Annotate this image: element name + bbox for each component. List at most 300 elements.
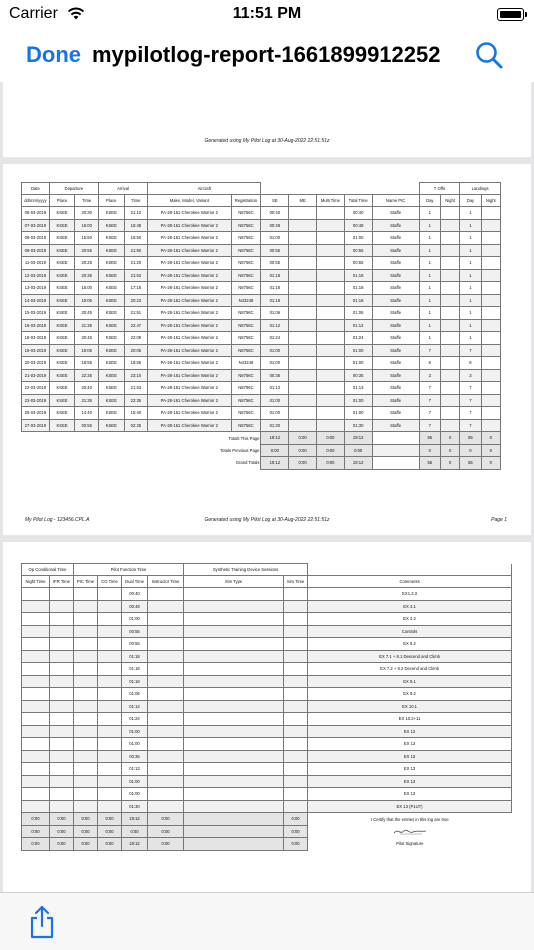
table-cell: [184, 788, 284, 801]
table-cell: N8756C: [231, 257, 261, 270]
table-cell: 20:30: [75, 207, 99, 220]
table-cell: PA-28-161 Cherokee Warrior 2: [148, 219, 231, 232]
table-cell: KSEE: [49, 357, 75, 370]
table-cell: [441, 244, 460, 257]
table-cell: Staffe: [372, 369, 419, 382]
totals-cell: 19:12: [122, 838, 148, 851]
table-row: [22, 725, 512, 738]
table-cell: 7: [419, 394, 440, 407]
table-cell: [284, 675, 308, 688]
table-cell: Staffe: [372, 394, 419, 407]
table-cell: 23-03-2019: [22, 394, 50, 407]
table-cell: 1: [419, 257, 440, 270]
table-cell: [289, 419, 317, 432]
table-cell: 12-03-2019: [22, 269, 50, 282]
table-cell: [148, 775, 184, 788]
table-cell: [74, 675, 98, 688]
table-cell: 00:55: [344, 244, 372, 257]
done-button[interactable]: Done: [26, 42, 81, 67]
table-cell: KSEE: [49, 369, 75, 382]
table-cell: N8756C: [231, 269, 261, 282]
totals-cell: [372, 432, 419, 445]
table-cell: [317, 269, 345, 282]
table-cell: Staffe: [372, 232, 419, 245]
table-cell: 01:18: [122, 663, 148, 676]
table-cell: 17:18: [124, 282, 148, 295]
table-cell: [184, 613, 284, 626]
table-cell: [289, 344, 317, 357]
table-row: [22, 219, 501, 232]
table-cell: [317, 219, 345, 232]
table-cell: [441, 319, 460, 332]
table-cell: [50, 725, 74, 738]
table-cell: [441, 232, 460, 245]
table-cell: 27-03-2019: [22, 419, 50, 432]
table-cell: [22, 650, 50, 663]
comment-cell: EX 13: [308, 738, 512, 751]
logbook-table-secondary: [21, 563, 512, 851]
table-cell: [74, 588, 98, 601]
table-header-row: [22, 195, 501, 207]
pdf-page-previous: [3, 82, 531, 157]
table-cell: [481, 357, 500, 370]
group-header-pilot-function: Pilot Function Time: [74, 564, 184, 576]
table-cell: [481, 232, 500, 245]
table-cell: [22, 725, 50, 738]
table-row: [22, 650, 512, 663]
comment-cell: EX 9.2: [308, 688, 512, 701]
totals-label: Totals This Page: [22, 432, 261, 445]
table-cell: [148, 613, 184, 626]
table-cell: 01:18: [261, 294, 289, 307]
table-row: [22, 344, 501, 357]
table-cell: 21:10: [124, 207, 148, 220]
table-cell: [317, 419, 345, 432]
column-header: Night Time: [22, 576, 50, 588]
totals-label: Grand Totals: [22, 457, 261, 470]
totals-cell: 19:12: [122, 813, 148, 826]
totals-cell: 19:12: [344, 432, 372, 445]
table-cell: [289, 207, 317, 220]
totals-cell: 0:00: [317, 432, 345, 445]
group-header-aircraft: Aircraft: [148, 183, 261, 195]
table-row: [22, 613, 512, 626]
table-cell: KSEE: [98, 319, 124, 332]
table-row: [22, 369, 501, 382]
table-cell: 01:13: [122, 763, 148, 776]
table-cell: 1: [460, 282, 481, 295]
table-cell: 01:24: [122, 713, 148, 726]
column-header: Day: [460, 195, 481, 207]
table-cell: PA-28-161 Cherokee Warrior 2: [148, 207, 231, 220]
table-cell: [98, 688, 122, 701]
table-cell: 19:05: [75, 294, 99, 307]
table-row: [22, 625, 512, 638]
column-header: Sim Time: [284, 576, 308, 588]
table-cell: [441, 369, 460, 382]
table-cell: [481, 244, 500, 257]
table-cell: [148, 750, 184, 763]
table-cell: 16-03-2019: [22, 319, 50, 332]
table-cell: [184, 713, 284, 726]
table-cell: [148, 625, 184, 638]
table-cell: 01:06: [122, 688, 148, 701]
status-time: 11:51 PM: [232, 5, 302, 22]
table-cell: KSEE: [49, 207, 75, 220]
table-cell: KSEE: [98, 332, 124, 345]
column-header: ME: [289, 195, 317, 207]
totals-label: Totals Previous Page: [22, 444, 261, 457]
table-cell: 1: [460, 232, 481, 245]
table-cell: [148, 788, 184, 801]
table-cell: [481, 419, 500, 432]
table-cell: KSEE: [98, 207, 124, 220]
table-cell: KSEE: [49, 332, 75, 345]
totals-cell: 0:00: [261, 444, 289, 457]
table-cell: [148, 713, 184, 726]
table-cell: Staffe: [372, 269, 419, 282]
table-cell: 21:51: [124, 307, 148, 320]
table-cell: [22, 775, 50, 788]
table-cell: [289, 294, 317, 307]
table-cell: [74, 788, 98, 801]
table-cell: KSEE: [98, 244, 124, 257]
table-cell: Staffe: [372, 332, 419, 345]
table-cell: Staffe: [372, 257, 419, 270]
table-cell: 7: [460, 394, 481, 407]
table-cell: [148, 688, 184, 701]
table-group-header-row: [22, 564, 512, 576]
table-cell: 21:35: [75, 319, 99, 332]
table-row: [22, 588, 512, 601]
table-cell: 1: [460, 207, 481, 220]
table-cell: [441, 219, 460, 232]
table-cell: [284, 638, 308, 651]
totals-cell: 0: [481, 457, 500, 470]
table-cell: KSEE: [49, 394, 75, 407]
table-cell: PA-28-161 Cherokee Warrior 2: [148, 244, 231, 257]
table-cell: [289, 332, 317, 345]
search-icon[interactable]: [474, 40, 504, 70]
table-cell: 01:06: [344, 307, 372, 320]
table-cell: 7: [460, 407, 481, 420]
table-row: [22, 244, 501, 257]
column-header: PIC Time: [74, 576, 98, 588]
navigation-bar: [0, 30, 534, 82]
table-cell: [317, 244, 345, 257]
column-header: Registration: [231, 195, 261, 207]
totals-cell: 55: [460, 432, 481, 445]
comment-cell: EX 4.1: [308, 600, 512, 613]
totals-cell: 0:00: [74, 813, 98, 826]
table-cell: 09-03-2019: [22, 244, 50, 257]
table-cell: [481, 332, 500, 345]
table-cell: 20:45: [75, 332, 99, 345]
table-cell: [184, 625, 284, 638]
comment-cell: EX 4.2: [308, 613, 512, 626]
table-cell: [481, 269, 500, 282]
table-cell: [184, 775, 284, 788]
table-cell: 01:00: [122, 775, 148, 788]
table-cell: [22, 588, 50, 601]
table-cell: [148, 738, 184, 751]
table-cell: 21-03-2019: [22, 369, 50, 382]
table-cell: [22, 800, 50, 813]
table-cell: 1: [460, 307, 481, 320]
table-cell: [317, 344, 345, 357]
table-cell: 20:23: [124, 294, 148, 307]
table-row: [22, 394, 501, 407]
table-cell: 01:18: [344, 282, 372, 295]
table-cell: N8756C: [231, 232, 261, 245]
table-cell: N8756C: [231, 244, 261, 257]
column-header: Sim Type: [184, 576, 284, 588]
table-cell: [148, 588, 184, 601]
table-cell: [50, 588, 74, 601]
table-cell: [22, 700, 50, 713]
column-header: Time: [75, 195, 99, 207]
table-cell: [184, 725, 284, 738]
table-cell: 1: [460, 244, 481, 257]
totals-cell: 0:00: [284, 838, 308, 851]
table-row: [22, 763, 512, 776]
comment-cell: EX1,2,3: [308, 588, 512, 601]
table-cell: [74, 738, 98, 751]
group-header-synthetic: Synthetic Training Device Sessions: [184, 564, 308, 576]
pdf-page-2: [3, 542, 531, 892]
table-cell: PA-28-161 Cherokee Warrior 2: [148, 257, 231, 270]
table-cell: [481, 219, 500, 232]
column-header: Dual Time: [122, 576, 148, 588]
table-cell: 7: [419, 382, 440, 395]
table-row: [22, 688, 512, 701]
table-cell: 15:40: [124, 407, 148, 420]
table-cell: [441, 307, 460, 320]
table-cell: PA-28-161 Cherokee Warrior 2: [148, 294, 231, 307]
table-cell: KSEE: [98, 382, 124, 395]
table-cell: N43248: [231, 294, 261, 307]
table-cell: N8756C: [231, 394, 261, 407]
table-cell: [289, 369, 317, 382]
table-cell: 20:45: [75, 307, 99, 320]
table-row: [22, 800, 512, 813]
table-cell: PA-28-161 Cherokee Warrior 2: [148, 357, 231, 370]
table-row: [22, 700, 512, 713]
table-cell: 00:35: [122, 750, 148, 763]
table-cell: Staffe: [372, 407, 419, 420]
table-cell: 01:00: [261, 344, 289, 357]
table-cell: [289, 257, 317, 270]
group-header-departure: Departure: [49, 183, 98, 195]
comment-cell: EX 13: [308, 775, 512, 788]
logbook-table-main: [21, 182, 501, 470]
table-cell: [481, 407, 500, 420]
table-cell: [98, 700, 122, 713]
table-row: [22, 600, 512, 613]
table-cell: [284, 775, 308, 788]
share-icon[interactable]: [28, 905, 56, 939]
table-cell: 01:18: [261, 269, 289, 282]
table-cell: 21:20: [124, 257, 148, 270]
signature-cell: [308, 825, 512, 838]
table-cell: 01:00: [122, 788, 148, 801]
table-cell: N8756C: [231, 207, 261, 220]
table-row: [22, 257, 501, 270]
table-cell: [148, 600, 184, 613]
table-cell: 22:09: [124, 332, 148, 345]
table-cell: 22:35: [75, 369, 99, 382]
table-cell: KSEE: [49, 269, 75, 282]
table-cell: 21:35: [75, 394, 99, 407]
table-cell: 01:12: [344, 319, 372, 332]
carrier-label: Carrier: [9, 5, 58, 22]
table-cell: KSEE: [98, 307, 124, 320]
totals-cell: 19:12: [261, 432, 289, 445]
table-cell: 00:35: [344, 369, 372, 382]
table-cell: 3: [460, 369, 481, 382]
table-cell: [289, 282, 317, 295]
table-cell: 1: [460, 219, 481, 232]
totals-cell: 0:00: [22, 838, 50, 851]
table-cell: N8756C: [231, 332, 261, 345]
table-cell: [184, 800, 284, 813]
table-cell: [98, 750, 122, 763]
table-cell: 01:00: [122, 738, 148, 751]
table-cell: [98, 725, 122, 738]
table-cell: [50, 638, 74, 651]
battery-icon: [497, 8, 524, 21]
table-cell: 01:00: [344, 344, 372, 357]
table-cell: 01:00: [261, 232, 289, 245]
table-cell: [289, 307, 317, 320]
table-cell: [74, 650, 98, 663]
table-cell: 26-03-2019: [22, 407, 50, 420]
table-cell: [289, 319, 317, 332]
table-cell: [22, 625, 50, 638]
table-cell: KSEE: [49, 294, 75, 307]
table-cell: [441, 357, 460, 370]
table-row: [22, 294, 501, 307]
column-header: Night: [441, 195, 460, 207]
column-header: CO Time: [98, 576, 122, 588]
table-cell: [22, 750, 50, 763]
table-cell: 3: [419, 369, 440, 382]
table-cell: PA-28-161 Cherokee Warrior 2: [148, 419, 231, 432]
table-cell: N8756C: [231, 319, 261, 332]
totals-cell: 0:00: [289, 444, 317, 457]
table-cell: 1: [419, 244, 440, 257]
table-cell: Staffe: [372, 219, 419, 232]
table-cell: 01:13: [261, 382, 289, 395]
table-cell: 1: [460, 294, 481, 307]
table-cell: [289, 394, 317, 407]
table-cell: 00:55: [75, 419, 99, 432]
table-cell: [317, 382, 345, 395]
table-cell: [22, 613, 50, 626]
table-cell: N8756C: [231, 344, 261, 357]
table-cell: [481, 369, 500, 382]
table-cell: [184, 600, 284, 613]
certification-text: Pilot Signature: [308, 838, 512, 851]
table-cell: [441, 407, 460, 420]
table-row: [22, 282, 501, 295]
table-cell: [481, 382, 500, 395]
table-cell: N8756C: [231, 219, 261, 232]
table-cell: [481, 294, 500, 307]
table-cell: 00:48: [122, 600, 148, 613]
table-cell: [317, 319, 345, 332]
comment-cell: EX 7.2 + 8.2 Decend and Climb: [308, 663, 512, 676]
totals-cell: 0:00: [98, 825, 122, 838]
table-cell: 7: [460, 419, 481, 432]
table-cell: KSEE: [98, 257, 124, 270]
table-cell: 1: [419, 294, 440, 307]
table-cell: 06-03-2019: [22, 207, 50, 220]
table-cell: 1: [460, 269, 481, 282]
table-cell: [441, 282, 460, 295]
table-cell: 1: [419, 319, 440, 332]
table-cell: [441, 269, 460, 282]
table-cell: [441, 382, 460, 395]
table-cell: 20:25: [75, 257, 99, 270]
table-cell: Staffe: [372, 307, 419, 320]
table-cell: KSEE: [49, 382, 75, 395]
table-cell: [22, 600, 50, 613]
table-header-row: [22, 576, 512, 588]
table-cell: KSEE: [98, 419, 124, 432]
table-cell: [74, 775, 98, 788]
table-cell: 20:35: [75, 269, 99, 282]
group-header-blank: [261, 183, 419, 195]
table-cell: 01:00: [344, 394, 372, 407]
table-cell: 20:05: [124, 344, 148, 357]
table-cell: 1: [419, 282, 440, 295]
page-generated-text: Generated using My Pilot Log at 30-Aug-2022 22:51:51z: [204, 138, 330, 144]
table-cell: [184, 663, 284, 676]
table-cell: [289, 269, 317, 282]
table-cell: [317, 332, 345, 345]
column-header: Place: [98, 195, 124, 207]
table-cell: N8756C: [231, 282, 261, 295]
table-cell: 00:40: [122, 588, 148, 601]
table-cell: 22:35: [124, 394, 148, 407]
table-cell: [481, 207, 500, 220]
table-cell: [148, 700, 184, 713]
table-cell: [284, 713, 308, 726]
table-cell: 13-03-2019: [22, 282, 50, 295]
table-cell: [184, 638, 284, 651]
totals-row: [22, 825, 512, 838]
table-cell: 20-03-2019: [22, 357, 50, 370]
table-cell: 7: [419, 419, 440, 432]
table-cell: 01:30: [261, 419, 289, 432]
table-cell: [441, 419, 460, 432]
table-cell: [284, 613, 308, 626]
totals-row: [22, 432, 501, 445]
table-cell: Staffe: [372, 244, 419, 257]
table-cell: 20:55: [75, 244, 99, 257]
table-cell: [98, 763, 122, 776]
table-cell: 16:00: [75, 219, 99, 232]
table-group-header-row: [22, 183, 501, 195]
column-header: Time: [124, 195, 148, 207]
pdf-viewer[interactable]: [0, 82, 534, 892]
totals-cell: 0:00: [22, 813, 50, 826]
table-row: [22, 357, 501, 370]
comment-cell: EX 6.2: [308, 638, 512, 651]
table-cell: [98, 663, 122, 676]
table-cell: PA-28-161 Cherokee Warrior 2: [148, 407, 231, 420]
